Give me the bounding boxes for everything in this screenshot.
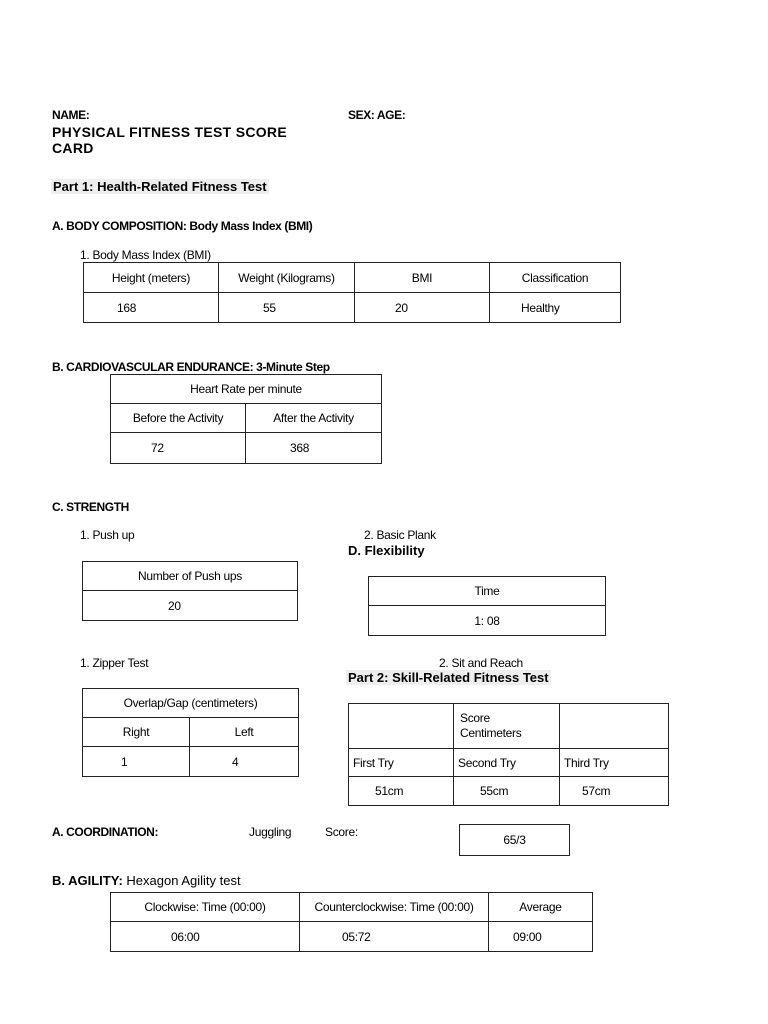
sex-age-label: SEX: AGE: (348, 108, 406, 122)
part2-title: Part 2: Skill-Related Fitness Test (348, 670, 549, 685)
part1-title: Part 1: Health-Related Fitness Test (53, 179, 267, 194)
cardio-header-after: After the Activity (246, 404, 382, 433)
coordination-score-table (459, 824, 570, 856)
bmi-header-classification: Classification (490, 263, 621, 293)
zipper-value-left: 4 (190, 747, 299, 777)
plank-table (368, 576, 606, 636)
page-title (52, 124, 287, 156)
coordination-activity: Juggling (249, 825, 292, 839)
bmi-value-height: 168 (84, 293, 219, 323)
sit-reach-empty-left (349, 704, 454, 749)
sit-reach-empty-right (560, 704, 669, 749)
agility-value-average: 09:00 (489, 922, 593, 952)
bmi-value-bmi: 20 (355, 293, 490, 323)
sit-reach-table (348, 703, 669, 806)
bmi-header-height: Height (meters) (84, 263, 219, 293)
pushup-header: Number of Push ups (83, 562, 298, 591)
zipper-header-right: Right (83, 718, 190, 747)
bmi-value-weight: 55 (219, 293, 355, 323)
agility-value-counterclockwise: 05:72 (300, 922, 489, 952)
strength-heading: C. STRENGTH (52, 500, 129, 514)
cardio-header: Heart Rate per minute (111, 375, 382, 404)
flexibility-heading: D. Flexibility (348, 543, 425, 558)
agility-header-counterclockwise: Counterclockwise: Time (00:00) (300, 893, 489, 922)
agility-heading-rest: Hexagon Agility test (126, 873, 241, 888)
cardio-value-after: 368 (246, 433, 382, 464)
zipper-table (82, 688, 299, 777)
sit-reach-try-first: First Try (349, 749, 454, 777)
zipper-label: 1. Zipper Test (80, 656, 149, 670)
sit-reach-try-second: Second Try (454, 749, 560, 777)
bmi-table (83, 262, 621, 323)
bmi-subheading: 1. Body Mass Index (BMI) (80, 248, 211, 262)
sit-reach-value-second: 55cm (454, 777, 560, 806)
cardio-heading: B. CARDIOVASCULAR ENDURANCE: 3-Minute Step (52, 360, 330, 374)
cardio-header-before: Before the Activity (111, 404, 246, 433)
cardio-value-before: 72 (111, 433, 246, 464)
page-title-line1: PHYSICAL FITNESS TEST SCORE (52, 124, 287, 140)
sit-reach-value-first: 51cm (349, 777, 454, 806)
agility-table (110, 892, 593, 952)
bmi-header-weight: Weight (Kilograms) (219, 263, 355, 293)
sit-reach-value-third: 57cm (560, 777, 669, 806)
name-label: NAME: (52, 108, 90, 122)
sit-reach-label: 2. Sit and Reach (439, 656, 523, 670)
coordination-score-label: Score: (325, 825, 358, 839)
coordination-heading: A. COORDINATION: (52, 825, 159, 839)
bmi-value-classification: Healthy (490, 293, 621, 323)
pushup-value: 20 (83, 591, 298, 621)
pushup-table (82, 561, 298, 621)
zipper-header: Overlap/Gap (centimeters) (83, 689, 299, 718)
agility-header-clockwise: Clockwise: Time (00:00) (111, 893, 300, 922)
sit-reach-try-third: Third Try (560, 749, 669, 777)
agility-header-average: Average (489, 893, 593, 922)
agility-value-clockwise: 06:00 (111, 922, 300, 952)
plank-header: Time (369, 577, 606, 606)
plank-label: 2. Basic Plank (364, 528, 436, 542)
page-title-line2: CARD (52, 140, 94, 156)
sit-reach-score-header: Score Centimeters (454, 704, 560, 749)
zipper-value-right: 1 (83, 747, 190, 777)
bmi-header-bmi: BMI (355, 263, 490, 293)
pushup-label: 1. Push up (80, 528, 135, 542)
plank-value: 1: 08 (369, 606, 606, 636)
agility-heading (52, 873, 241, 888)
body-composition-heading: A. BODY COMPOSITION: Body Mass Index (BMI) (52, 219, 313, 233)
agility-heading-bold: B. AGILITY: (52, 873, 123, 888)
cardio-table (110, 374, 382, 464)
coordination-score-value: 65/3 (460, 825, 570, 856)
zipper-header-left: Left (190, 718, 299, 747)
